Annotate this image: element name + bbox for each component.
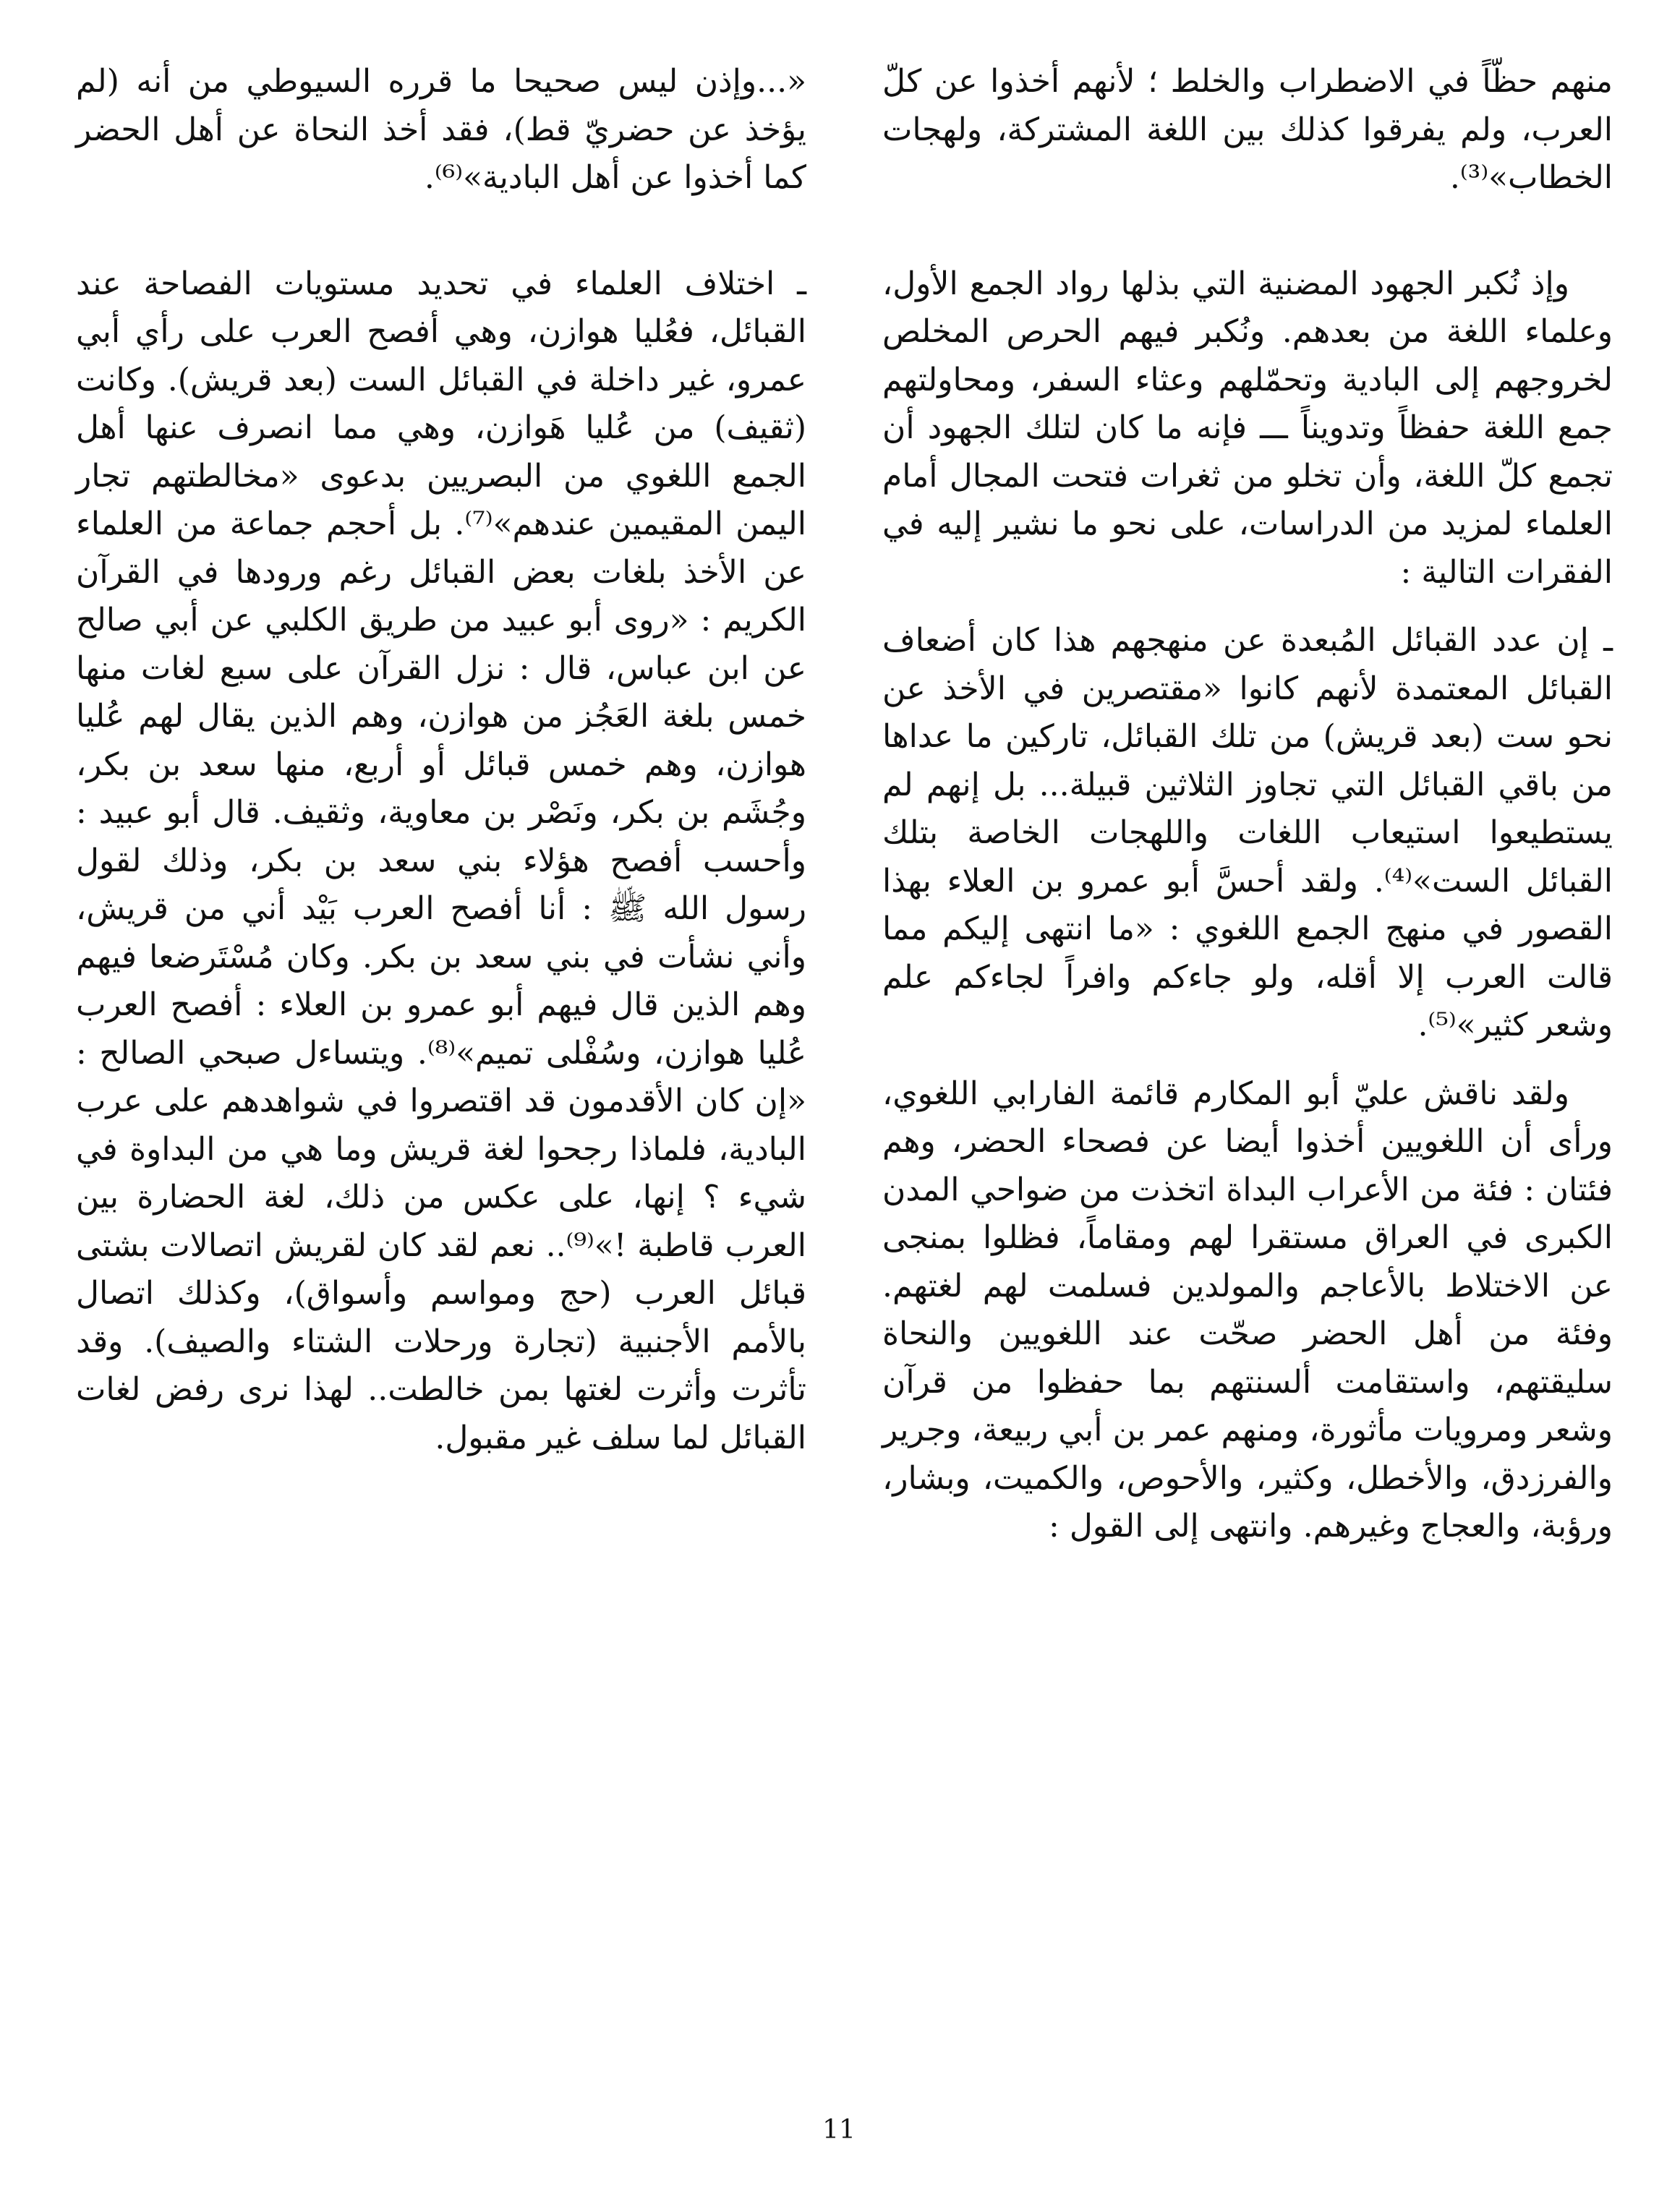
right-paragraph-1: منهم حظّاً في الاضطراب والخلط ؛ لأنهم أخذوا عن كلّ العرب، ولم يفرقوا كذلك بين اللغة المشتركة، ولهجات الخطاب»⁽³⁾. <box>882 63 1613 196</box>
right-paragraph-2: وإذ نُكبر الجهود المضنية التي بذلها رواد الجمع الأول، وعلماء اللغة من بعدهم. ونُكبر فيهم الحرص المخلص لخروجهم إلى البادية وتحمّلهم وعثاء السفر، ومحاولتهم جمع اللغة حفظاً وتدويناً ـــ فإنه ما كان لتلك الجهود أن تجمع كلّ اللغة، وأن تخلو من ثغرات فتحت المجال أمام العلماء لمزيد من الدراسات، على نحو ما نشير إليه في الفقرات التالية : <box>882 265 1613 591</box>
right-paragraph-3: ـ إن عدد القبائل المُبعدة عن منهجهم هذا كان أضعاف القبائل المعتمدة لأنهم كانوا «مقتصرين في الأخذ عن نحو ست (بعد قريش) من تلك القبائل، تاركين ما عداها من باقي القبائل التي تجاوز الثلاثين قبيلة... بل إنهم لم يستطيعوا استيعاب اللغات واللهجات الخاصة بتلك القبائل الست»⁽⁴⁾. ولقد أحسَّ أبو عمرو بن العلاء بهذا القصور في منهج الجمع اللغوي : «ما انتهى إليكم مما قالت العرب إلا أقله، ولو جاءكم وافراً لجاءكم علم وشعر كثير»⁽⁵⁾. <box>882 622 1613 1043</box>
right-column <box>882 58 1613 1551</box>
page-number: 11 <box>822 2115 856 2145</box>
left-paragraph-2: ـ اختلاف العلماء في تحديد مستويات الفصاحة عند القبائل، فعُليا هوازن، وهي أفصح العرب على رأي أبي عمرو، غير داخلة في القبائل الست (بعد قريش). وكانت (ثقيف) من عُليا هَوازن، وهي مما انصرف عنها أهل الجمع اللغوي من البصريين بدعوى «مخالطتهم تجار اليمن المقيمين عندهم»⁽⁷⁾. بل أحجم جماعة من العلماء عن الأخذ بلغات بعض القبائل رغم ورودها في القرآن الكريم : «روى أبو عبيد من طريق الكلبي عن أبي صالح عن ابن عباس، قال : نزل القرآن على سبع لغات منها خمس بلغة العَجُز من هوازن، وهم الذين يقال لهم عُليا هوازن، وهم خمس قبائل أو أربع، منها سعد بن بكر، وجُشَم بن بكر، ونَصْر بن معاوية، وثقيف. قال أبو عبيد : وأحسب أفصح هؤلاء بني سعد بن بكر، وذلك لقول رسول الله ﷺ : أنا أفصح العرب بَيْد أني من قريش، وأني نشأت في بني سعد بن بكر. وكان مُسْتَرضعا فيهم وهم الذين قال فيهم أبو عمرو بن العلاء : أفصح العرب عُليا هوازن، وسُفْلى تميم»⁽⁸⁾. ويتساءل صبحي الصالح : «إن كان الأقدمون قد اقتصروا في شواهدهم على عرب البادية، فلماذا رجحوا لغة قريش وما هي من البداوة في شيء ؟ إنها، على عكس من ذلك، لغة الحضارة بين العرب قاطبة !»⁽⁹⁾.. نعم لقد كان لقريش اتصالات بشتى قبائل العرب (حج ومواسم وأسواق)، وكذلك اتصال بالأمم الأجنبية (تجارة ورحلات الشتاء والصيف). وقد تأثرت وأثرت لغتها بمن خالطت.. لهذا نرى رفض لغات القبائل لما سلف غير مقبول. <box>76 265 807 1456</box>
left-paragraph-1: «...وإذن ليس صحيحا ما قرره السيوطي من أنه (لم يؤخذ عن حضريّ قط)، فقد أخذ النحاة عن أهل الحضر كما أخذوا عن أهل البادية»⁽⁶⁾. <box>76 63 806 196</box>
left-column <box>76 58 806 1462</box>
right-paragraph-4: ولقد ناقش عليّ أبو المكارم قائمة الفارابي اللغوي، ورأى أن اللغويين أخذوا أيضا عن فصحاء الحضر، وهم فئتان : فئة من الأعراب البداة اتخذت من ضواحي المدن الكبرى في العراق مستقرا لهم ومقاماً، فظلوا بمنجى عن الاختلاط بالأعاجم والمولدين فسلمت لهم لغتهم. وفئة من أهل الحضر صحّت عند اللغويين والنحاة سليقتهم، واستقامت ألسنتهم بما حفظوا من قرآن وشعر ومرويات مأثورة، ومنهم عمر بن أبي ربيعة، وجرير والفرزدق، والأخطل، وكثير، والأحوص، والكميت، وبشار، ورؤبة، والعجاج وغيرهم. وانتهى إلى القول : <box>882 1075 1613 1545</box>
